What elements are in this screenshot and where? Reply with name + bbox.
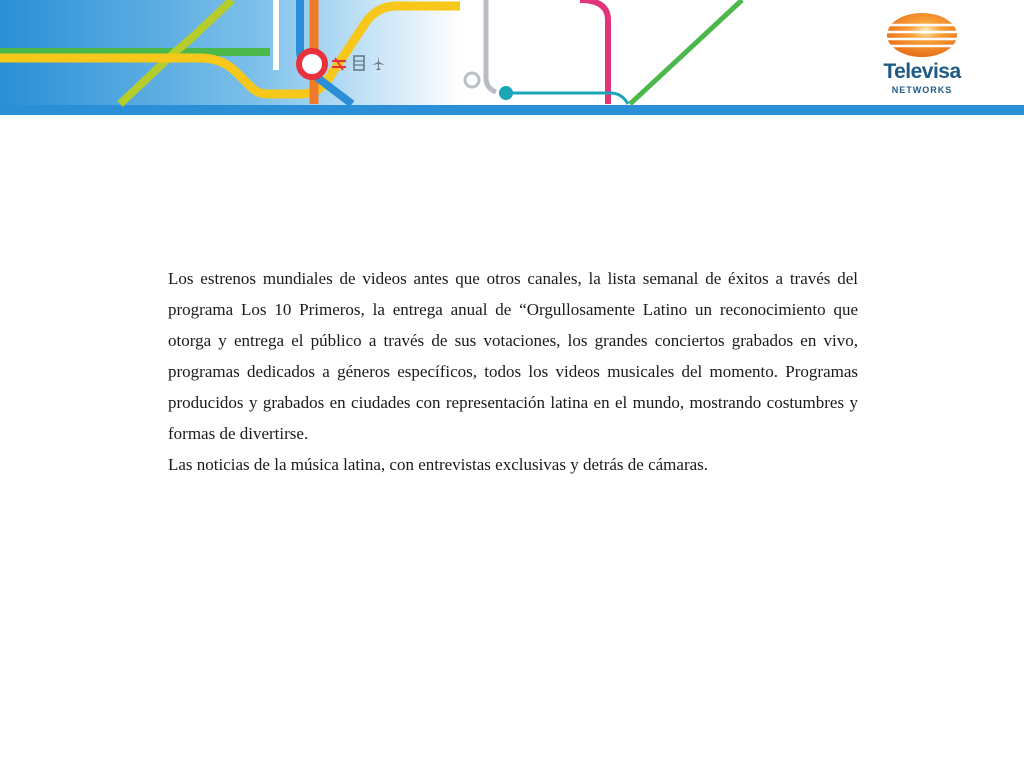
televisa-orb-icon (886, 12, 958, 58)
header-banner (0, 0, 1024, 116)
paragraph-news: Las noticias de la música latina, con entrevistas exclusivas y detrás de cámaras. (168, 455, 709, 474)
station-teal (499, 86, 513, 100)
paragraph-main: Los estrenos mundiales de videos antes que otros canales, la lista semanal de éxitos a través del programa Los 10 Primeros, la entrega anual de “Orgullosamente Latino un reconocimiento que otorga y entrega el público a través de sus votaciones, los grandes conciertos grabados en vivo, programas dedicados a géneros específicos, todos los videos musicales del momento. Programas producidos y grabados en ciudades con representación latina en el mundo, mostrando costumbres y formas de divertirse. (168, 269, 858, 443)
brand-name: Televisa (883, 60, 961, 83)
televisa-logo (872, 10, 972, 100)
transit-map-graphic (0, 0, 1024, 116)
station-gray (465, 73, 479, 87)
body-text (168, 263, 858, 480)
station-interchange (299, 51, 325, 77)
brand-subtitle: NETWORKS (891, 85, 953, 95)
banner-bottom-bar (0, 105, 1024, 115)
